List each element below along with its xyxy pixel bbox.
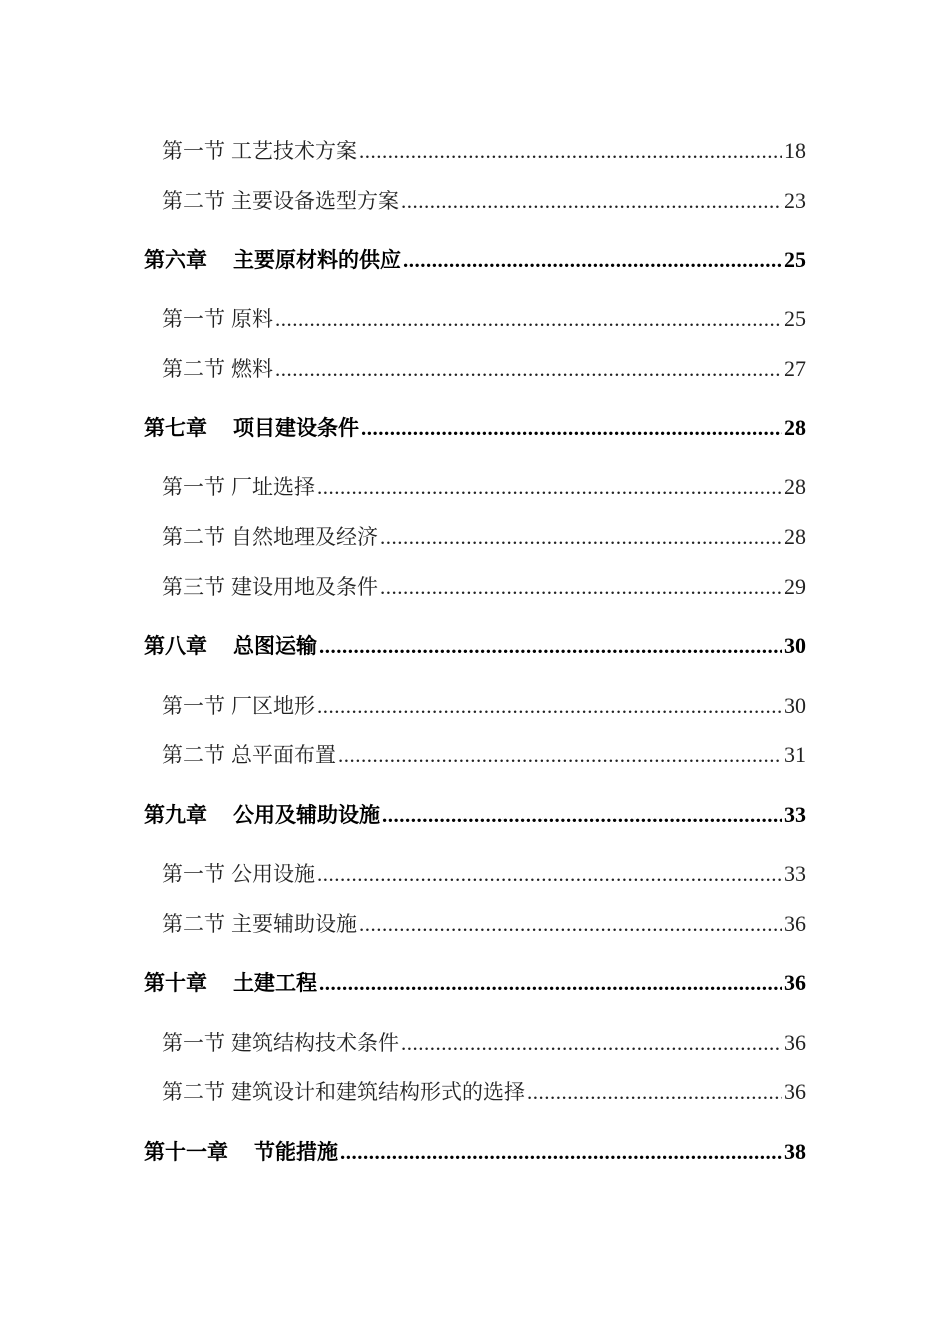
toc-page-number: 25 bbox=[784, 306, 806, 331]
toc-leader-dots bbox=[380, 525, 782, 550]
toc-entry-label: 第二节 bbox=[162, 912, 225, 936]
toc-entry-text: 建筑结构技术条件 bbox=[231, 1031, 399, 1055]
toc-page-number: 36 bbox=[784, 970, 806, 995]
toc-entry-text: 主要设备选型方案 bbox=[231, 189, 399, 213]
toc-page-number: 30 bbox=[784, 693, 806, 718]
toc-entry-section[interactable] bbox=[162, 135, 806, 165]
toc-entry-title bbox=[162, 353, 273, 383]
toc-entry-title bbox=[144, 412, 359, 442]
toc-entry-label: 第二节 bbox=[162, 743, 225, 767]
toc-entry-text: 主要辅助设施 bbox=[231, 912, 357, 936]
toc-page-number: 28 bbox=[784, 415, 806, 440]
toc-entry-title bbox=[162, 571, 378, 601]
toc-leader-dots bbox=[403, 248, 782, 273]
toc-entry-label: 第六章 bbox=[144, 247, 207, 272]
toc-entry-title bbox=[162, 1076, 525, 1106]
toc-entry-text: 主要原材料的供应 bbox=[233, 247, 401, 272]
toc-page-number: 18 bbox=[784, 138, 806, 163]
toc-leader-dots bbox=[275, 307, 782, 332]
toc-page-number: 33 bbox=[784, 861, 806, 886]
toc-entry-title bbox=[162, 471, 315, 501]
toc-leader-dots bbox=[401, 1031, 782, 1056]
toc-page-number: 30 bbox=[784, 633, 806, 658]
toc-entry-title bbox=[144, 967, 317, 997]
toc-entry-section[interactable] bbox=[162, 571, 806, 601]
toc-entry-chapter[interactable] bbox=[144, 799, 806, 829]
toc-entry-section[interactable] bbox=[162, 303, 806, 333]
toc-entry-label: 第十章 bbox=[144, 970, 207, 995]
toc-leader-dots bbox=[359, 912, 782, 937]
toc-entry-section[interactable] bbox=[162, 1076, 806, 1106]
toc-entry-section[interactable] bbox=[162, 471, 806, 501]
toc-entry-label: 第一节 bbox=[162, 694, 225, 718]
toc-entry-text: 公用设施 bbox=[231, 862, 315, 886]
toc-page-number: 29 bbox=[784, 574, 806, 599]
toc-page-number: 36 bbox=[784, 911, 806, 936]
toc-page-number: 38 bbox=[784, 1139, 806, 1164]
toc-leader-dots bbox=[317, 862, 782, 887]
toc-entry-chapter[interactable] bbox=[144, 412, 806, 442]
toc-entry-label: 第一节 bbox=[162, 475, 225, 499]
toc-entry-label: 第七章 bbox=[144, 415, 207, 440]
toc-entry-label: 第二节 bbox=[162, 525, 225, 549]
toc-leader-dots bbox=[317, 694, 782, 719]
toc-entry-section[interactable] bbox=[162, 739, 806, 769]
toc-entry-title bbox=[162, 1027, 399, 1057]
toc-entry-label: 第三节 bbox=[162, 575, 225, 599]
toc-leader-dots bbox=[380, 575, 782, 600]
toc-entry-title bbox=[144, 630, 317, 660]
toc-leader-dots bbox=[359, 139, 782, 164]
toc-entry-chapter[interactable] bbox=[144, 244, 806, 274]
toc-entry-title bbox=[162, 739, 336, 769]
toc-entry-label: 第一节 bbox=[162, 1031, 225, 1055]
toc-leader-dots bbox=[319, 971, 782, 996]
toc-entry-title bbox=[162, 185, 399, 215]
toc-page-number: 27 bbox=[784, 356, 806, 381]
toc-entry-text: 原料 bbox=[231, 307, 273, 331]
toc-page-number: 28 bbox=[784, 474, 806, 499]
toc-page-number: 36 bbox=[784, 1030, 806, 1055]
toc-page-number: 28 bbox=[784, 524, 806, 549]
toc-leader-dots bbox=[361, 416, 782, 441]
toc-entry-label: 第一节 bbox=[162, 862, 225, 886]
toc-entry-text: 总平面布置 bbox=[231, 743, 336, 767]
toc-page-number: 36 bbox=[784, 1079, 806, 1104]
toc-entry-text: 厂区地形 bbox=[231, 694, 315, 718]
toc-leader-dots bbox=[275, 357, 782, 382]
toc-entry-label: 第二节 bbox=[162, 357, 225, 381]
toc-leader-dots bbox=[317, 475, 782, 500]
toc-entry-chapter[interactable] bbox=[144, 967, 806, 997]
toc-entry-title bbox=[144, 244, 401, 274]
toc-entry-title bbox=[162, 908, 357, 938]
toc-entry-label: 第二节 bbox=[162, 189, 225, 213]
toc-entry-title bbox=[162, 303, 273, 333]
toc-entry-chapter[interactable] bbox=[144, 1136, 806, 1166]
toc-page-number: 23 bbox=[784, 188, 806, 213]
toc-entry-section[interactable] bbox=[162, 858, 806, 888]
toc-entry-label: 第十一章 bbox=[144, 1139, 228, 1164]
toc-entry-text: 自然地理及经济 bbox=[231, 525, 378, 549]
toc-entry-label: 第二节 bbox=[162, 1080, 225, 1104]
toc-entry-text: 燃料 bbox=[231, 357, 273, 381]
toc-entry-text: 公用及辅助设施 bbox=[233, 802, 380, 827]
toc-entry-title bbox=[162, 135, 357, 165]
toc-entry-title bbox=[162, 521, 378, 551]
toc-entry-label: 第一节 bbox=[162, 307, 225, 331]
toc-entry-title bbox=[144, 1136, 338, 1166]
toc-entry-label: 第九章 bbox=[144, 802, 207, 827]
toc-page-number: 33 bbox=[784, 802, 806, 827]
toc-page-number: 31 bbox=[784, 742, 806, 767]
toc-entry-title bbox=[162, 690, 315, 720]
toc-entry-text: 土建工程 bbox=[233, 970, 317, 995]
toc-entry-label: 第八章 bbox=[144, 633, 207, 658]
toc-entry-chapter[interactable] bbox=[144, 630, 806, 660]
toc-entry-text: 建筑设计和建筑结构形式的选择 bbox=[231, 1080, 525, 1104]
toc-entry-section[interactable] bbox=[162, 690, 806, 720]
toc-entry-section[interactable] bbox=[162, 353, 806, 383]
toc-entry-text: 厂址选择 bbox=[231, 475, 315, 499]
toc-leader-dots bbox=[527, 1080, 782, 1105]
toc-entry-text: 项目建设条件 bbox=[233, 415, 359, 440]
toc-entry-text: 工艺技术方案 bbox=[231, 139, 357, 163]
toc-leader-dots bbox=[340, 1140, 782, 1165]
toc-entry-section[interactable] bbox=[162, 521, 806, 551]
toc-entry-title bbox=[144, 799, 380, 829]
toc-leader-dots bbox=[338, 743, 782, 768]
toc-leader-dots bbox=[382, 803, 782, 828]
toc-leader-dots bbox=[401, 189, 782, 214]
toc-page-number: 25 bbox=[784, 247, 806, 272]
toc-entry-text: 总图运输 bbox=[233, 633, 317, 658]
toc-entry-text: 建设用地及条件 bbox=[231, 575, 378, 599]
toc-entry-label: 第一节 bbox=[162, 139, 225, 163]
toc-entry-section[interactable] bbox=[162, 1027, 806, 1057]
toc-entry-section[interactable] bbox=[162, 908, 806, 938]
toc-entry-text: 节能措施 bbox=[254, 1139, 338, 1164]
toc-leader-dots bbox=[319, 634, 782, 659]
toc-entry-title bbox=[162, 858, 315, 888]
toc-entry-section[interactable] bbox=[162, 185, 806, 215]
